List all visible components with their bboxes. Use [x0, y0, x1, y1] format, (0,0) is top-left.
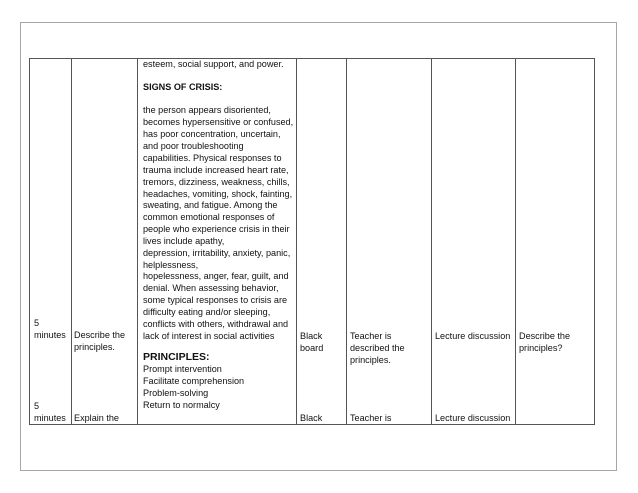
signs-line: people who experience crisis in their: [143, 224, 290, 234]
signs-line: trauma include increased heart rate,: [143, 165, 289, 175]
signs-line: lives include apathy,: [143, 236, 225, 246]
signs-line: hopelessness, anger, fear, guilt, and: [143, 271, 289, 281]
teacher-activity-line: Teacher is: [350, 331, 392, 341]
signs-line: difficulty eating and/or sleeping,: [143, 307, 271, 317]
av-aids-line: board: [300, 343, 324, 353]
column-divider: [137, 59, 138, 424]
signs-line: has poor concentration, uncertain,: [143, 129, 281, 139]
objective-line: principles.: [74, 342, 115, 352]
principle-item: Prompt intervention: [143, 364, 222, 374]
av-aids-line: Black: [300, 331, 323, 341]
signs-of-crisis-heading: SIGNS OF CRISIS:: [143, 82, 223, 92]
signs-line: and poor troubleshooting: [143, 141, 244, 151]
column-divider: [296, 59, 297, 424]
av-aids-line: Black: [300, 413, 323, 423]
teaching-method: Lecture discussion: [435, 413, 511, 423]
signs-line: the person appears disoriented,: [143, 105, 271, 115]
lesson-plan-table: [29, 58, 595, 425]
principles-heading: PRINCIPLES:: [143, 351, 210, 363]
objective-line: Describe the: [74, 330, 126, 340]
time-unit: minutes: [34, 330, 66, 340]
time-value: 5: [34, 318, 40, 328]
signs-line: helplessness,: [143, 260, 199, 270]
column-divider: [515, 59, 516, 424]
teacher-activity-line: described the: [350, 343, 405, 353]
teacher-activity-line: Teacher is: [350, 413, 392, 423]
signs-line: common emotional responses of: [143, 212, 275, 222]
time-value: 5: [34, 401, 40, 411]
signs-line: some typical responses to crisis are: [143, 295, 288, 305]
signs-line: capabilities. Physical responses to: [143, 153, 282, 163]
principle-item: Problem-solving: [143, 388, 209, 398]
evaluation-line: principles?: [519, 343, 563, 353]
teaching-method: Lecture discussion: [435, 331, 511, 341]
time-unit: minutes: [34, 413, 66, 423]
principle-item: Return to normalcy: [143, 400, 220, 410]
signs-line: denial. When assessing behavior,: [143, 283, 279, 293]
objective-line: Explain the: [74, 413, 119, 423]
column-divider: [71, 59, 72, 424]
signs-line: depression, irritability, anxiety, panic,: [143, 248, 291, 258]
signs-line: conflicts with others, withdrawal and: [143, 319, 289, 329]
teacher-activity-line: principles.: [350, 355, 391, 365]
signs-line: sweating, and fatigue. Among the: [143, 200, 278, 210]
column-divider: [346, 59, 347, 424]
signs-line: lack of interest in social activities: [143, 331, 275, 341]
signs-line: becomes hypersensitive or confused,: [143, 117, 294, 127]
signs-line: headaches, vomiting, shock, fainting,: [143, 189, 293, 199]
content-intro-line: esteem, social support, and power.: [143, 59, 284, 69]
signs-line: tremors, dizziness, weakness, chills,: [143, 177, 290, 187]
principle-item: Facilitate comprehension: [143, 376, 245, 386]
column-divider: [431, 59, 432, 424]
evaluation-line: Describe the: [519, 331, 571, 341]
